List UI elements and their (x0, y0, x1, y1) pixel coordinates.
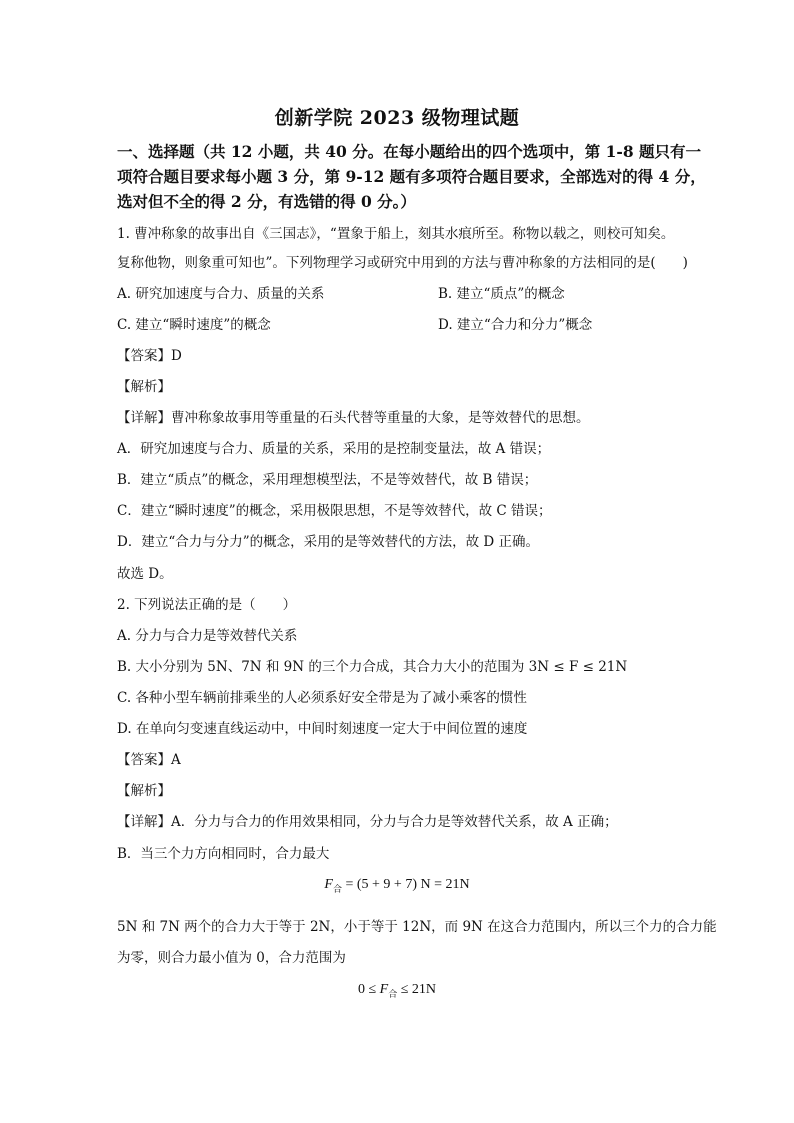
formula-force-range (0, 982, 794, 1000)
q2-option-b: B. 大小分别为 5N、7N 和 9N 的三个力合成，其合力大小的范围为 3N ≤ F ≤ 21N (117, 659, 628, 675)
q1-explain-b: B．建立“质点”的概念，采用理想模型法，不是等效替代，故 B 错误； (117, 472, 538, 488)
q1-option-c: C. 建立“瞬时速度”的概念 (117, 317, 271, 333)
q2-explain-b: B．当三个力方向相同时，合力最大 (117, 846, 330, 862)
q1-stem-line2: 复称他物，则象重可知也”。下列物理学习或研究中用到的方法与曹冲称象的方法相同的是( ) (117, 255, 688, 271)
q1-option-a: A. 研究加速度与合力、质量的关系 (117, 286, 325, 302)
formula-subscript: 合 (388, 988, 398, 999)
q1-explain-d: D．建立“合力与分力”的概念，采用的是等效替代的方法，故 D 正确。 (117, 534, 540, 550)
section-heading: 一、选择题（共 12 小题，共 40 分。在每小题给出的四个选项中，第 1-8 题只有一项符合题目要求每小题 3 分，第 9-12 题有多项符合题目要求，全部选对的得 4 分，选对但不全的得 2 分，有选错的得 0 分。） (117, 142, 706, 211)
q1-analysis: 【解析】 (117, 379, 171, 395)
q2-option-d: D. 在单向匀变速直线运动中，中间时刻速度一定大于中间位置的速度 (117, 721, 528, 737)
q1-option-b: B. 建立“质点”的概念 (438, 286, 565, 302)
formula-symbol: F (379, 982, 389, 997)
q1-option-d: D. 建立“合力和分力”概念 (438, 317, 593, 333)
q1-explain-c: C．建立“瞬时速度”的概念，采用极限思想，不是等效替代，故 C 错误； (117, 503, 552, 519)
formula-symbol: F (324, 877, 333, 892)
formula-rhs: ≤ 21N (397, 982, 437, 997)
page-title: 创新学院 2023 级物理试题 (274, 107, 520, 129)
q2-option-c: C. 各种小型车辆前排乘坐的人必须系好安全带是为了减小乘客的惯性 (117, 690, 527, 706)
q1-detail: 【详解】曹冲称象故事用等重量的石头代替等重量的大象，是等效替代的思想。 (117, 410, 590, 426)
q1-answer: 【答案】D (117, 348, 182, 364)
formula-lhs: 0 ≤ (357, 982, 380, 997)
q2-explain-b2-line2: 为零，则合力最小值为 0，合力范围为 (117, 950, 346, 966)
q2-answer: 【答案】A (117, 752, 181, 768)
q2-analysis: 【解析】 (117, 783, 171, 799)
q2-stem: 2. 下列说法正确的是（ ） (117, 597, 297, 613)
q2-option-a: A. 分力与合力是等效替代关系 (117, 628, 298, 644)
q1-conclusion: 故选 D。 (117, 566, 173, 582)
q1-explain-a: A．研究加速度与合力、质量的关系，采用的是控制变量法，故 A 错误； (117, 441, 551, 457)
q2-explain-b2-line1: 5N 和 7N 两个的合力大于等于 2N，小于等于 12N，而 9N 在这合力范围内，所以三个力的合力能 (117, 919, 717, 935)
formula-subscript: 合 (332, 883, 342, 894)
formula-rhs: = (5 + 9 + 7) N = 21N (341, 877, 470, 892)
q2-detail: 【详解】A．分力与合力的作用效果相同，分力与合力是等效替代关系，故 A 正确； (117, 814, 618, 830)
q1-stem-line1: 1. 曹冲称象的故事出自《三国志》，“置象于船上，刻其水痕所至。称物以载之，则校可知矣。 (117, 226, 675, 242)
formula-max-force (0, 877, 794, 895)
